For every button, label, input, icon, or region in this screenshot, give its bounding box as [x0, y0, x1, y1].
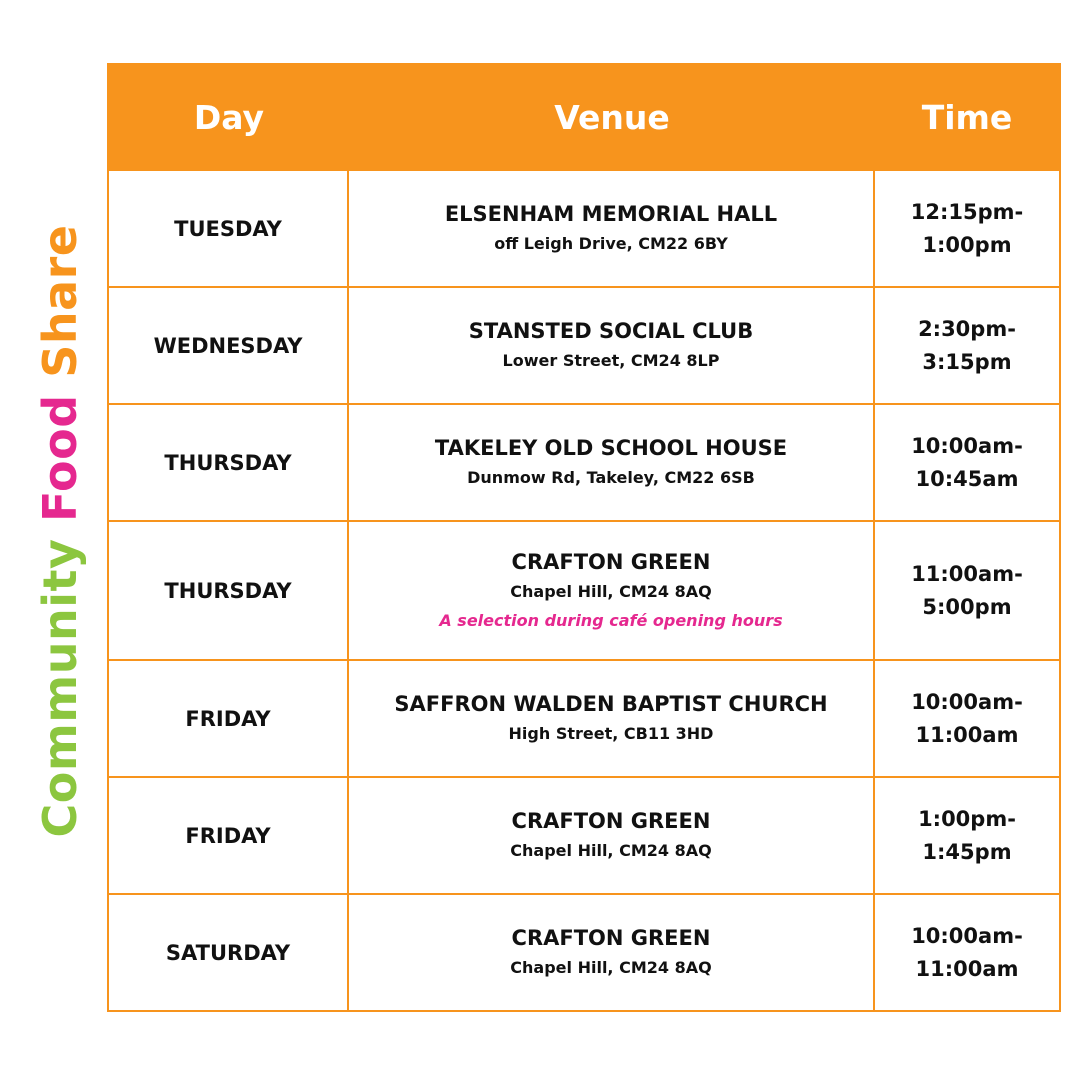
table-row: [109, 659, 1059, 776]
row-venue: [349, 405, 875, 520]
row-day: FRIDAY: [109, 778, 349, 893]
venue-name: TAKELEY OLD SCHOOL HOUSE: [434, 435, 788, 460]
venue-name: CRAFTON GREEN: [511, 549, 711, 574]
venue-name: CRAFTON GREEN: [511, 925, 711, 950]
time-start: 10:00am-: [911, 433, 1023, 458]
time-start: 10:00am-: [911, 689, 1023, 714]
row-venue: [349, 895, 875, 1010]
row-day: FRIDAY: [109, 661, 349, 776]
table-header: [109, 65, 1059, 169]
time-end: 5:00pm: [922, 594, 1012, 619]
venue-address: Chapel Hill, CM24 8AQ: [510, 581, 712, 601]
title-word-food: Food: [33, 394, 87, 523]
header-day: Day: [193, 97, 265, 137]
header-time: Time: [921, 97, 1013, 137]
table-row: [109, 776, 1059, 893]
time-end: 3:15pm: [922, 349, 1012, 374]
venue-name: STANSTED SOCIAL CLUB: [468, 318, 754, 343]
table-row: [109, 403, 1059, 520]
venue-address: off Leigh Drive, CM22 6BY: [494, 233, 728, 253]
venue-name: CRAFTON GREEN: [511, 808, 711, 833]
time-end: 1:45pm: [922, 839, 1012, 864]
row-venue: [349, 288, 875, 403]
row-day: THURSDAY: [109, 405, 349, 520]
row-venue: [349, 522, 875, 659]
row-time: [875, 405, 1059, 520]
time-end: 11:00am: [915, 722, 1019, 747]
time-start: 1:00pm-: [918, 806, 1016, 831]
venue-address: Dunmow Rd, Takeley, CM22 6SB: [467, 467, 755, 487]
row-venue: [349, 171, 875, 286]
row-time: [875, 288, 1059, 403]
time-end: 11:00am: [915, 956, 1019, 981]
time-end: 1:00pm: [922, 232, 1012, 257]
title-word-community: Community: [33, 538, 87, 838]
row-time: [875, 171, 1059, 286]
row-day: THURSDAY: [109, 522, 349, 659]
time-start: 10:00am-: [911, 923, 1023, 948]
title-word-share: Share: [33, 224, 87, 378]
time-end: 10:45am: [915, 466, 1019, 491]
row-time: [875, 778, 1059, 893]
row-time: [875, 895, 1059, 1010]
table-row: [109, 169, 1059, 286]
page-title: [33, 224, 87, 837]
time-start: 11:00am-: [911, 561, 1023, 586]
time-start: 2:30pm-: [918, 316, 1016, 341]
row-day: WEDNESDAY: [109, 288, 349, 403]
schedule-table: [107, 63, 1061, 1012]
venue-address: Chapel Hill, CM24 8AQ: [510, 840, 712, 860]
table-row: [109, 520, 1059, 659]
venue-note: A selection during café opening hours: [439, 610, 783, 630]
table-row: [109, 286, 1059, 403]
row-day: TUESDAY: [109, 171, 349, 286]
row-time: [875, 522, 1059, 659]
row-day: SATURDAY: [109, 895, 349, 1010]
row-time: [875, 661, 1059, 776]
table-row: [109, 893, 1059, 1010]
row-venue: [349, 778, 875, 893]
venue-address: Lower Street, CM24 8LP: [502, 350, 720, 370]
venue-name: ELSENHAM MEMORIAL HALL: [444, 201, 778, 226]
venue-name: SAFFRON WALDEN BAPTIST CHURCH: [394, 691, 828, 716]
venue-address: High Street, CB11 3HD: [508, 723, 714, 743]
header-venue: Venue: [554, 97, 670, 137]
row-venue: [349, 661, 875, 776]
time-start: 12:15pm-: [910, 199, 1024, 224]
venue-address: Chapel Hill, CM24 8AQ: [510, 957, 712, 977]
